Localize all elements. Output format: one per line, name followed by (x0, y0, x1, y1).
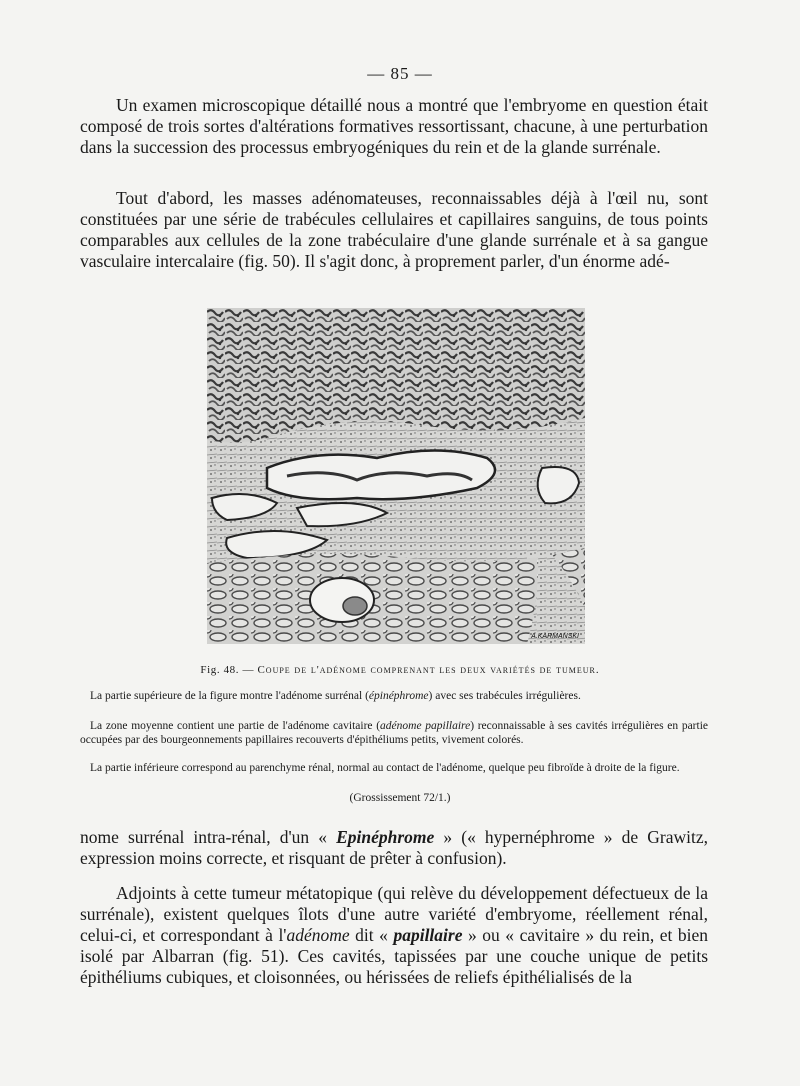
body-text: dit « (349, 925, 394, 945)
caption-paragraph-3: La partie inférieure correspond au parenchyme rénal, normal au contact de l'adénome, quelque peu fibroïde à droite de la figure. (90, 762, 680, 774)
caption-text: ) reconnaissable à ses cavités irrégulières en partie occupées par des bourgeonnements papillaires recouverts d'épithéliums petits, vivement colorés. (80, 720, 708, 746)
body-term: papillaire (393, 925, 463, 945)
body-term: adénome (286, 925, 350, 945)
figure-title: Coupe de l'adénome comprenant les deux variétés de tumeur. (257, 664, 600, 676)
histology-illustration (207, 308, 585, 644)
body-term: Epinéphrome (336, 827, 435, 847)
caption-text: ) avec ses trabécules irrégulières. (428, 690, 581, 702)
magnification-note: (Grossissement 72/1.) (349, 792, 451, 804)
figure-caption-title (0, 664, 800, 676)
caption-text: La zone moyenne contient une partie de l'adénome cavitaire ( (90, 720, 381, 732)
histology-figure (207, 308, 585, 644)
paragraph-3 (80, 827, 708, 869)
body-text: » (« hypernéphrome » de Grawitz, expression moins correcte, et risquant de prêter à confusion). (80, 827, 708, 868)
caption-paragraph-2 (80, 719, 708, 747)
paragraph-4 (80, 883, 708, 988)
page-number: — 85 — (367, 64, 433, 83)
body-text: Adjoints à cette tumeur métatopique (qui relève du développement défectueux de la surrénale), existent quelques îlots d'une autre variété d'embryome, réellement rénal, celui-ci, et correspondant à l' (80, 883, 708, 945)
caption-paragraph-1 (80, 689, 708, 703)
illustrator-signature: A.KARMANSKI (531, 633, 579, 640)
caption-term: adénome papillaire (380, 720, 471, 732)
paragraph-2: Tout d'abord, les masses adénomateuses, reconnaissables déjà à l'œil nu, sont constituées par une série de trabécules cellulaires et capillaires sanguins, de tous points comparables aux cellules de la zone trabéculaire d'une glande surrénale et à sa gangue vasculaire intercalaire (fig. 50). Il s'agit donc, à proprement parler, d'un énorme adé- (80, 188, 708, 271)
body-text: nome surrénal intra-rénal, d'un « (80, 827, 337, 847)
caption-term: épinéphrome (368, 690, 429, 702)
body-text: » ou « cavitaire » du rein, et bien isolé par Albarran (fig. 51). Ces cavités, tapissées par une couche unique de petits épithéliums cubiques, et cloisonnées, ou hérissées de reliefs épithélialisés de la (80, 925, 708, 987)
figure-label: Fig. 48. — (200, 664, 255, 676)
paragraph-1: Un examen microscopique détaillé nous a montré que l'embryome en question était composé de trois sortes d'altérations formatives ressortissant, chacune, à une perturbation dans la succession des processus embryogéniques du rein et de la glande surrénale. (80, 95, 708, 157)
caption-text: La partie supérieure de la figure montre l'adénome surrénal ( (90, 690, 369, 702)
